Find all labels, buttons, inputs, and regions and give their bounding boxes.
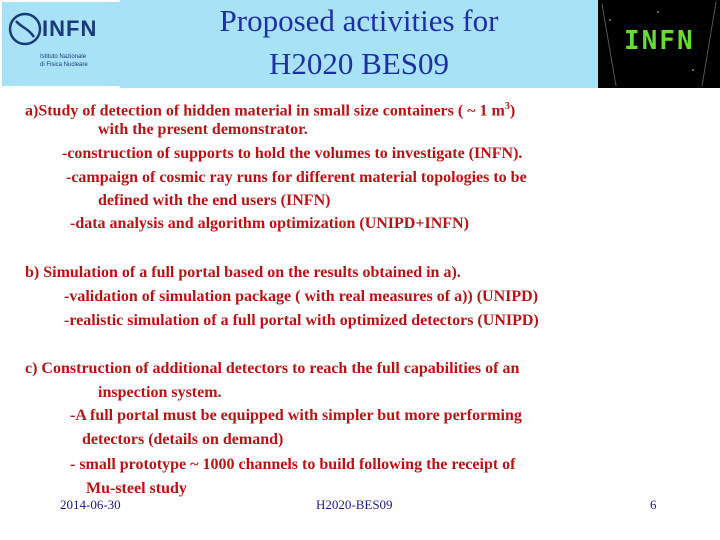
item-c-bullet2: - small prototype ~ 1000 channels to build following the receipt of [70,456,516,473]
slide-title-line2: H2020 BES09 [269,46,449,81]
slide-number: 6 [650,497,657,512]
item-a-bullet1: -construction of supports to hold the volumes to investigate (INFN). [62,145,523,162]
slide-title-line1: Proposed activities for [219,3,499,38]
infn-logo-subtitle-1: Istituto Nazionale [40,54,87,60]
item-a-bullet2: -campaign of cosmic ray runs for different material topologies to be [66,169,527,186]
item-a-line2: with the present demonstrator. [98,121,308,138]
item-a-heading [25,97,515,121]
infn-logo-subtitle-2: di Fisica Nucleare [40,62,88,68]
item-b-heading: b) Simulation of a full portal based on the results obtained in a). [25,264,461,281]
item-c-heading: c) Construction of additional detectors to reach the full capabilities of an [25,360,520,377]
footer-date: 2014-06-30 [60,497,121,512]
item-a-superscript: 3 [504,101,510,112]
footer-title: H2020-BES09 [316,497,393,512]
infn-logo-right-wordmark: INFN [624,26,695,56]
item-b-bullet2: -realistic simulation of a full portal with optimized detectors (UNIPD) [64,312,539,329]
item-a-heading-close: ) [509,102,516,120]
item-c-line2: inspection system. [98,384,222,401]
item-a-bullet3: -data analysis and algorithm optimization (UNIPD+INFN) [70,215,469,232]
infn-logo-wordmark: INFN [42,16,98,41]
item-c-bullet2-cont: Mu-steel study [86,480,187,497]
item-c-bullet1-cont: detectors (details on demand) [82,431,284,448]
item-b-bullet1: -validation of simulation package ( with real measures of a)) (UNIPD) [64,288,539,305]
item-a-heading-text: a)Study of detection of hidden material in small size containers ( ~ 1 m [25,102,505,120]
item-c-bullet1: -A full portal must be equipped with simpler but more performing [70,407,522,424]
item-a-bullet2-cont: defined with the end users (INFN) [98,192,331,209]
